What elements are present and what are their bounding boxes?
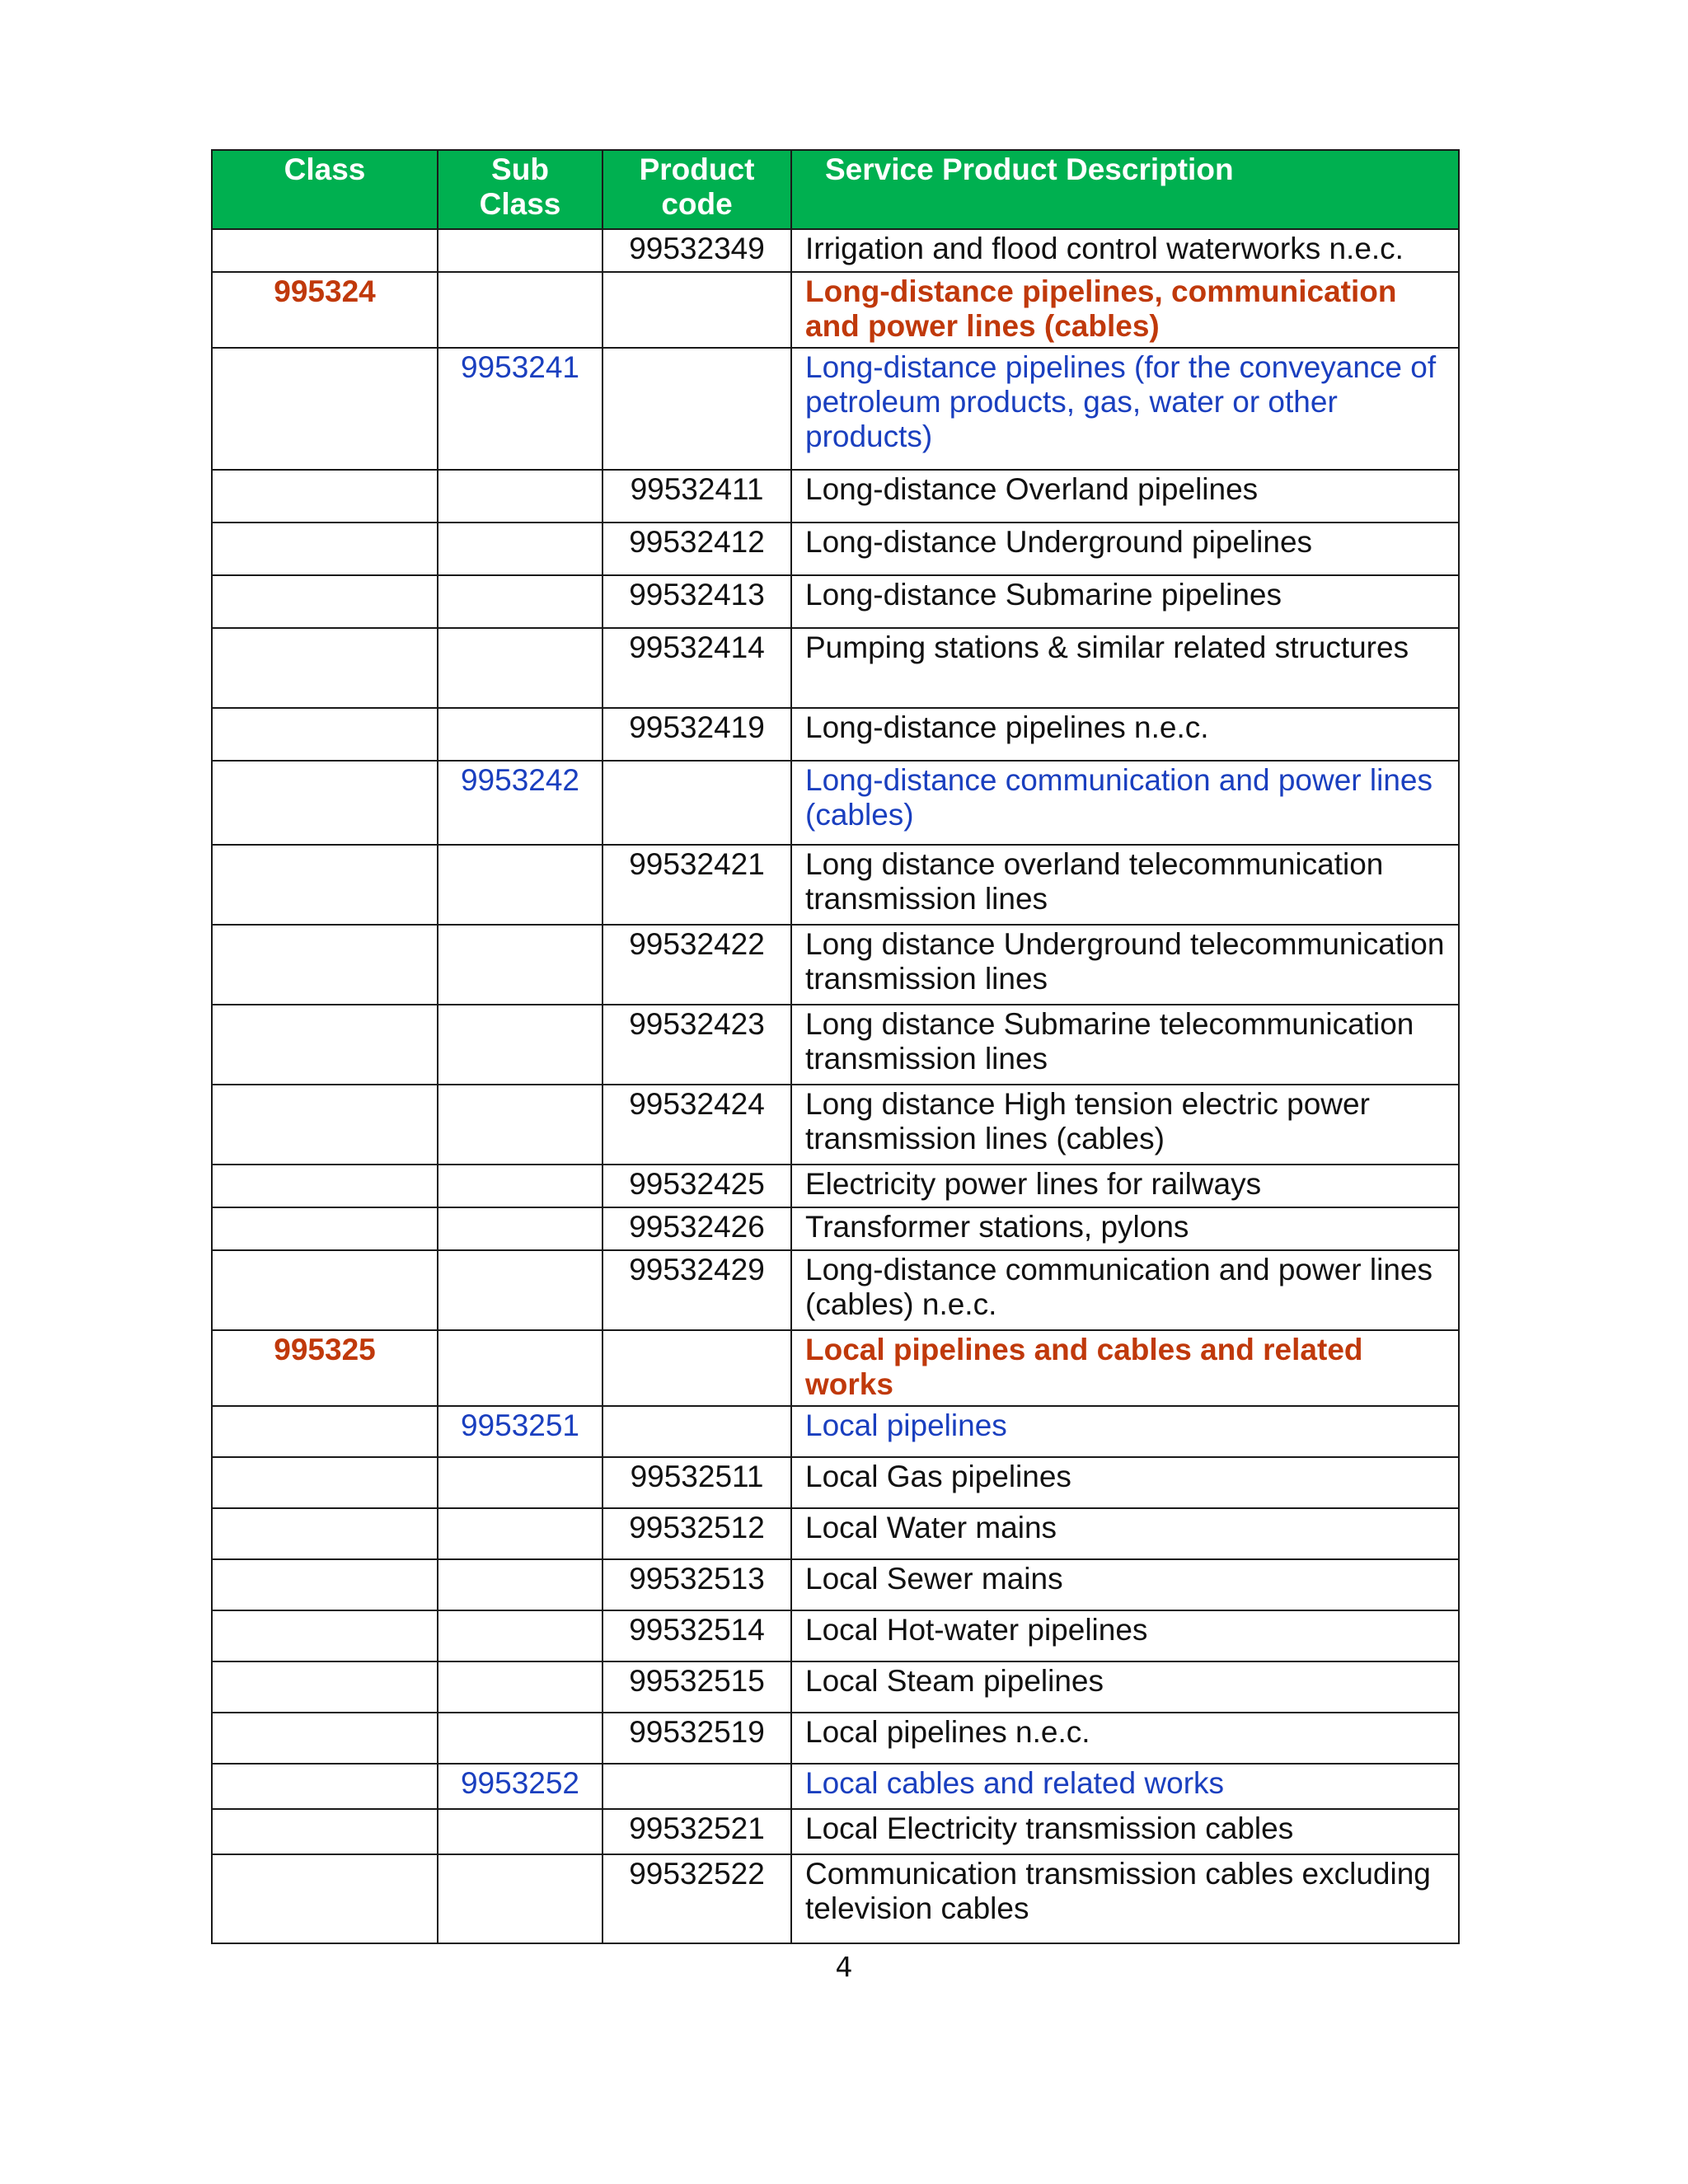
table-row	[212, 1250, 1459, 1330]
table-row	[212, 348, 1459, 470]
description-cell: Long-distance pipelines (for the conveyance of petroleum products, gas, water or other products)	[791, 348, 1459, 470]
product-code-cell: 99532519	[603, 1713, 791, 1764]
table-row	[212, 1457, 1459, 1508]
sub-class-cell	[438, 1457, 603, 1508]
table-row	[212, 1661, 1459, 1713]
description-cell: Irrigation and flood control waterworks n.e.c.	[791, 229, 1459, 272]
table-row	[212, 1207, 1459, 1250]
class-cell	[212, 1854, 438, 1943]
product-code-cell	[603, 348, 791, 470]
sub-class-cell	[438, 470, 603, 523]
class-cell	[212, 1457, 438, 1508]
table-header	[212, 150, 1459, 229]
description-cell: Local Gas pipelines	[791, 1457, 1459, 1508]
description-cell: Communication transmission cables excluding television cables	[791, 1854, 1459, 1943]
sub-class-cell	[438, 708, 603, 761]
product-code-cell: 99532521	[603, 1809, 791, 1854]
product-code-cell: 99532512	[603, 1508, 791, 1559]
class-cell	[212, 708, 438, 761]
description-cell: Long-distance pipelines n.e.c.	[791, 708, 1459, 761]
sub-class-cell	[438, 1330, 603, 1406]
class-cell	[212, 925, 438, 1005]
class-cell	[212, 1713, 438, 1764]
sub-class-cell	[438, 628, 603, 708]
service-code-table	[211, 149, 1460, 1944]
table-row	[212, 523, 1459, 575]
product-code-cell: 99532511	[603, 1457, 791, 1508]
sub-class-cell: 9953251	[438, 1406, 603, 1457]
table-row	[212, 229, 1459, 272]
description-cell: Local Sewer mains	[791, 1559, 1459, 1610]
class-cell	[212, 1508, 438, 1559]
table-row	[212, 1005, 1459, 1085]
sub-class-cell	[438, 1005, 603, 1085]
product-code-cell: 99532429	[603, 1250, 791, 1330]
class-cell	[212, 575, 438, 628]
product-code-cell: 99532422	[603, 925, 791, 1005]
sub-class-cell	[438, 1854, 603, 1943]
description-cell: Long distance Submarine telecommunication transmission lines	[791, 1005, 1459, 1085]
product-code-cell	[603, 761, 791, 845]
product-code-cell: 99532522	[603, 1854, 791, 1943]
table-row	[212, 1610, 1459, 1661]
class-cell	[212, 523, 438, 575]
class-cell: 995325	[212, 1330, 438, 1406]
class-cell	[212, 1005, 438, 1085]
class-cell	[212, 1559, 438, 1610]
product-code-cell: 99532515	[603, 1661, 791, 1713]
product-code-cell: 99532412	[603, 523, 791, 575]
class-cell	[212, 845, 438, 925]
sub-class-cell	[438, 1085, 603, 1165]
table-row	[212, 1508, 1459, 1559]
table-row	[212, 1713, 1459, 1764]
class-cell	[212, 761, 438, 845]
product-code-cell: 99532423	[603, 1005, 791, 1085]
class-cell	[212, 229, 438, 272]
class-cell	[212, 1085, 438, 1165]
class-cell	[212, 1610, 438, 1661]
class-cell	[212, 348, 438, 470]
sub-class-cell	[438, 1508, 603, 1559]
sub-class-cell	[438, 1809, 603, 1854]
table-row	[212, 272, 1459, 348]
class-cell	[212, 1207, 438, 1250]
class-cell	[212, 1165, 438, 1207]
description-cell: Local cables and related works	[791, 1764, 1459, 1809]
table-row	[212, 1764, 1459, 1809]
sub-class-cell	[438, 1610, 603, 1661]
table-row	[212, 845, 1459, 925]
class-cell: 995324	[212, 272, 438, 348]
class-cell	[212, 1250, 438, 1330]
product-code-cell	[603, 1330, 791, 1406]
table-row	[212, 628, 1459, 708]
description-cell: Long distance High tension electric power transmission lines (cables)	[791, 1085, 1459, 1165]
header-product-code	[603, 150, 791, 229]
sub-class-cell	[438, 1713, 603, 1764]
description-cell: Local Hot-water pipelines	[791, 1610, 1459, 1661]
header-product-code-label: Product code	[639, 152, 755, 221]
description-cell: Long-distance communication and power lines (cables) n.e.c.	[791, 1250, 1459, 1330]
sub-class-cell	[438, 845, 603, 925]
description-cell: Transformer stations, pylons	[791, 1207, 1459, 1250]
page-number: 4	[835, 1951, 853, 1983]
sub-class-cell: 9953242	[438, 761, 603, 845]
description-cell: Pumping stations & similar related structures	[791, 628, 1459, 708]
product-code-cell: 99532419	[603, 708, 791, 761]
sub-class-cell	[438, 1165, 603, 1207]
product-code-cell: 99532425	[603, 1165, 791, 1207]
description-cell: Local pipelines n.e.c.	[791, 1713, 1459, 1764]
class-cell	[212, 1809, 438, 1854]
table-row	[212, 761, 1459, 845]
class-cell	[212, 1661, 438, 1713]
description-cell: Local Steam pipelines	[791, 1661, 1459, 1713]
product-code-cell: 99532414	[603, 628, 791, 708]
header-row	[212, 150, 1459, 229]
description-cell: Local Water mains	[791, 1508, 1459, 1559]
table-row	[212, 1559, 1459, 1610]
class-cell	[212, 1406, 438, 1457]
table-row	[212, 925, 1459, 1005]
description-cell: Long distance overland telecommunication transmission lines	[791, 845, 1459, 925]
sub-class-cell	[438, 575, 603, 628]
sub-class-cell: 9953252	[438, 1764, 603, 1809]
description-cell: Local pipelines	[791, 1406, 1459, 1457]
sub-class-cell	[438, 272, 603, 348]
description-cell: Long-distance Submarine pipelines	[791, 575, 1459, 628]
table-row	[212, 1809, 1459, 1854]
product-code-cell	[603, 1764, 791, 1809]
product-code-cell: 99532411	[603, 470, 791, 523]
table-row	[212, 575, 1459, 628]
table-row	[212, 1854, 1459, 1943]
sub-class-cell	[438, 1559, 603, 1610]
class-cell	[212, 628, 438, 708]
sub-class-cell	[438, 1207, 603, 1250]
header-class: Class	[212, 150, 438, 229]
product-code-cell: 99532514	[603, 1610, 791, 1661]
sub-class-cell	[438, 1250, 603, 1330]
product-code-cell	[603, 1406, 791, 1457]
table-row	[212, 1406, 1459, 1457]
class-cell	[212, 1764, 438, 1809]
product-code-cell: 99532349	[603, 229, 791, 272]
table-body	[212, 229, 1459, 1943]
product-code-cell: 99532424	[603, 1085, 791, 1165]
description-cell: Local Electricity transmission cables	[791, 1809, 1459, 1854]
table-row	[212, 470, 1459, 523]
description-cell: Electricity power lines for railways	[791, 1165, 1459, 1207]
product-code-cell	[603, 272, 791, 348]
class-cell	[212, 470, 438, 523]
description-cell: Long-distance communication and power lines (cables)	[791, 761, 1459, 845]
product-code-cell: 99532513	[603, 1559, 791, 1610]
description-cell: Local pipelines and cables and related works	[791, 1330, 1459, 1406]
sub-class-cell	[438, 925, 603, 1005]
table-row	[212, 708, 1459, 761]
header-sub-class	[438, 150, 603, 229]
description-cell: Long-distance Overland pipelines	[791, 470, 1459, 523]
sub-class-cell: 9953241	[438, 348, 603, 470]
product-code-cell: 99532421	[603, 845, 791, 925]
table-row	[212, 1330, 1459, 1406]
sub-class-cell	[438, 523, 603, 575]
table-row	[212, 1165, 1459, 1207]
header-description: Service Product Description	[791, 150, 1459, 229]
table-row	[212, 1085, 1459, 1165]
sub-class-cell	[438, 229, 603, 272]
description-cell: Long-distance Underground pipelines	[791, 523, 1459, 575]
description-cell: Long distance Underground telecommunication transmission lines	[791, 925, 1459, 1005]
description-cell: Long-distance pipelines, communication and power lines (cables)	[791, 272, 1459, 348]
product-code-cell: 99532413	[603, 575, 791, 628]
product-code-cell: 99532426	[603, 1207, 791, 1250]
sub-class-cell	[438, 1661, 603, 1713]
header-sub-class-label: Sub Class	[479, 152, 561, 221]
